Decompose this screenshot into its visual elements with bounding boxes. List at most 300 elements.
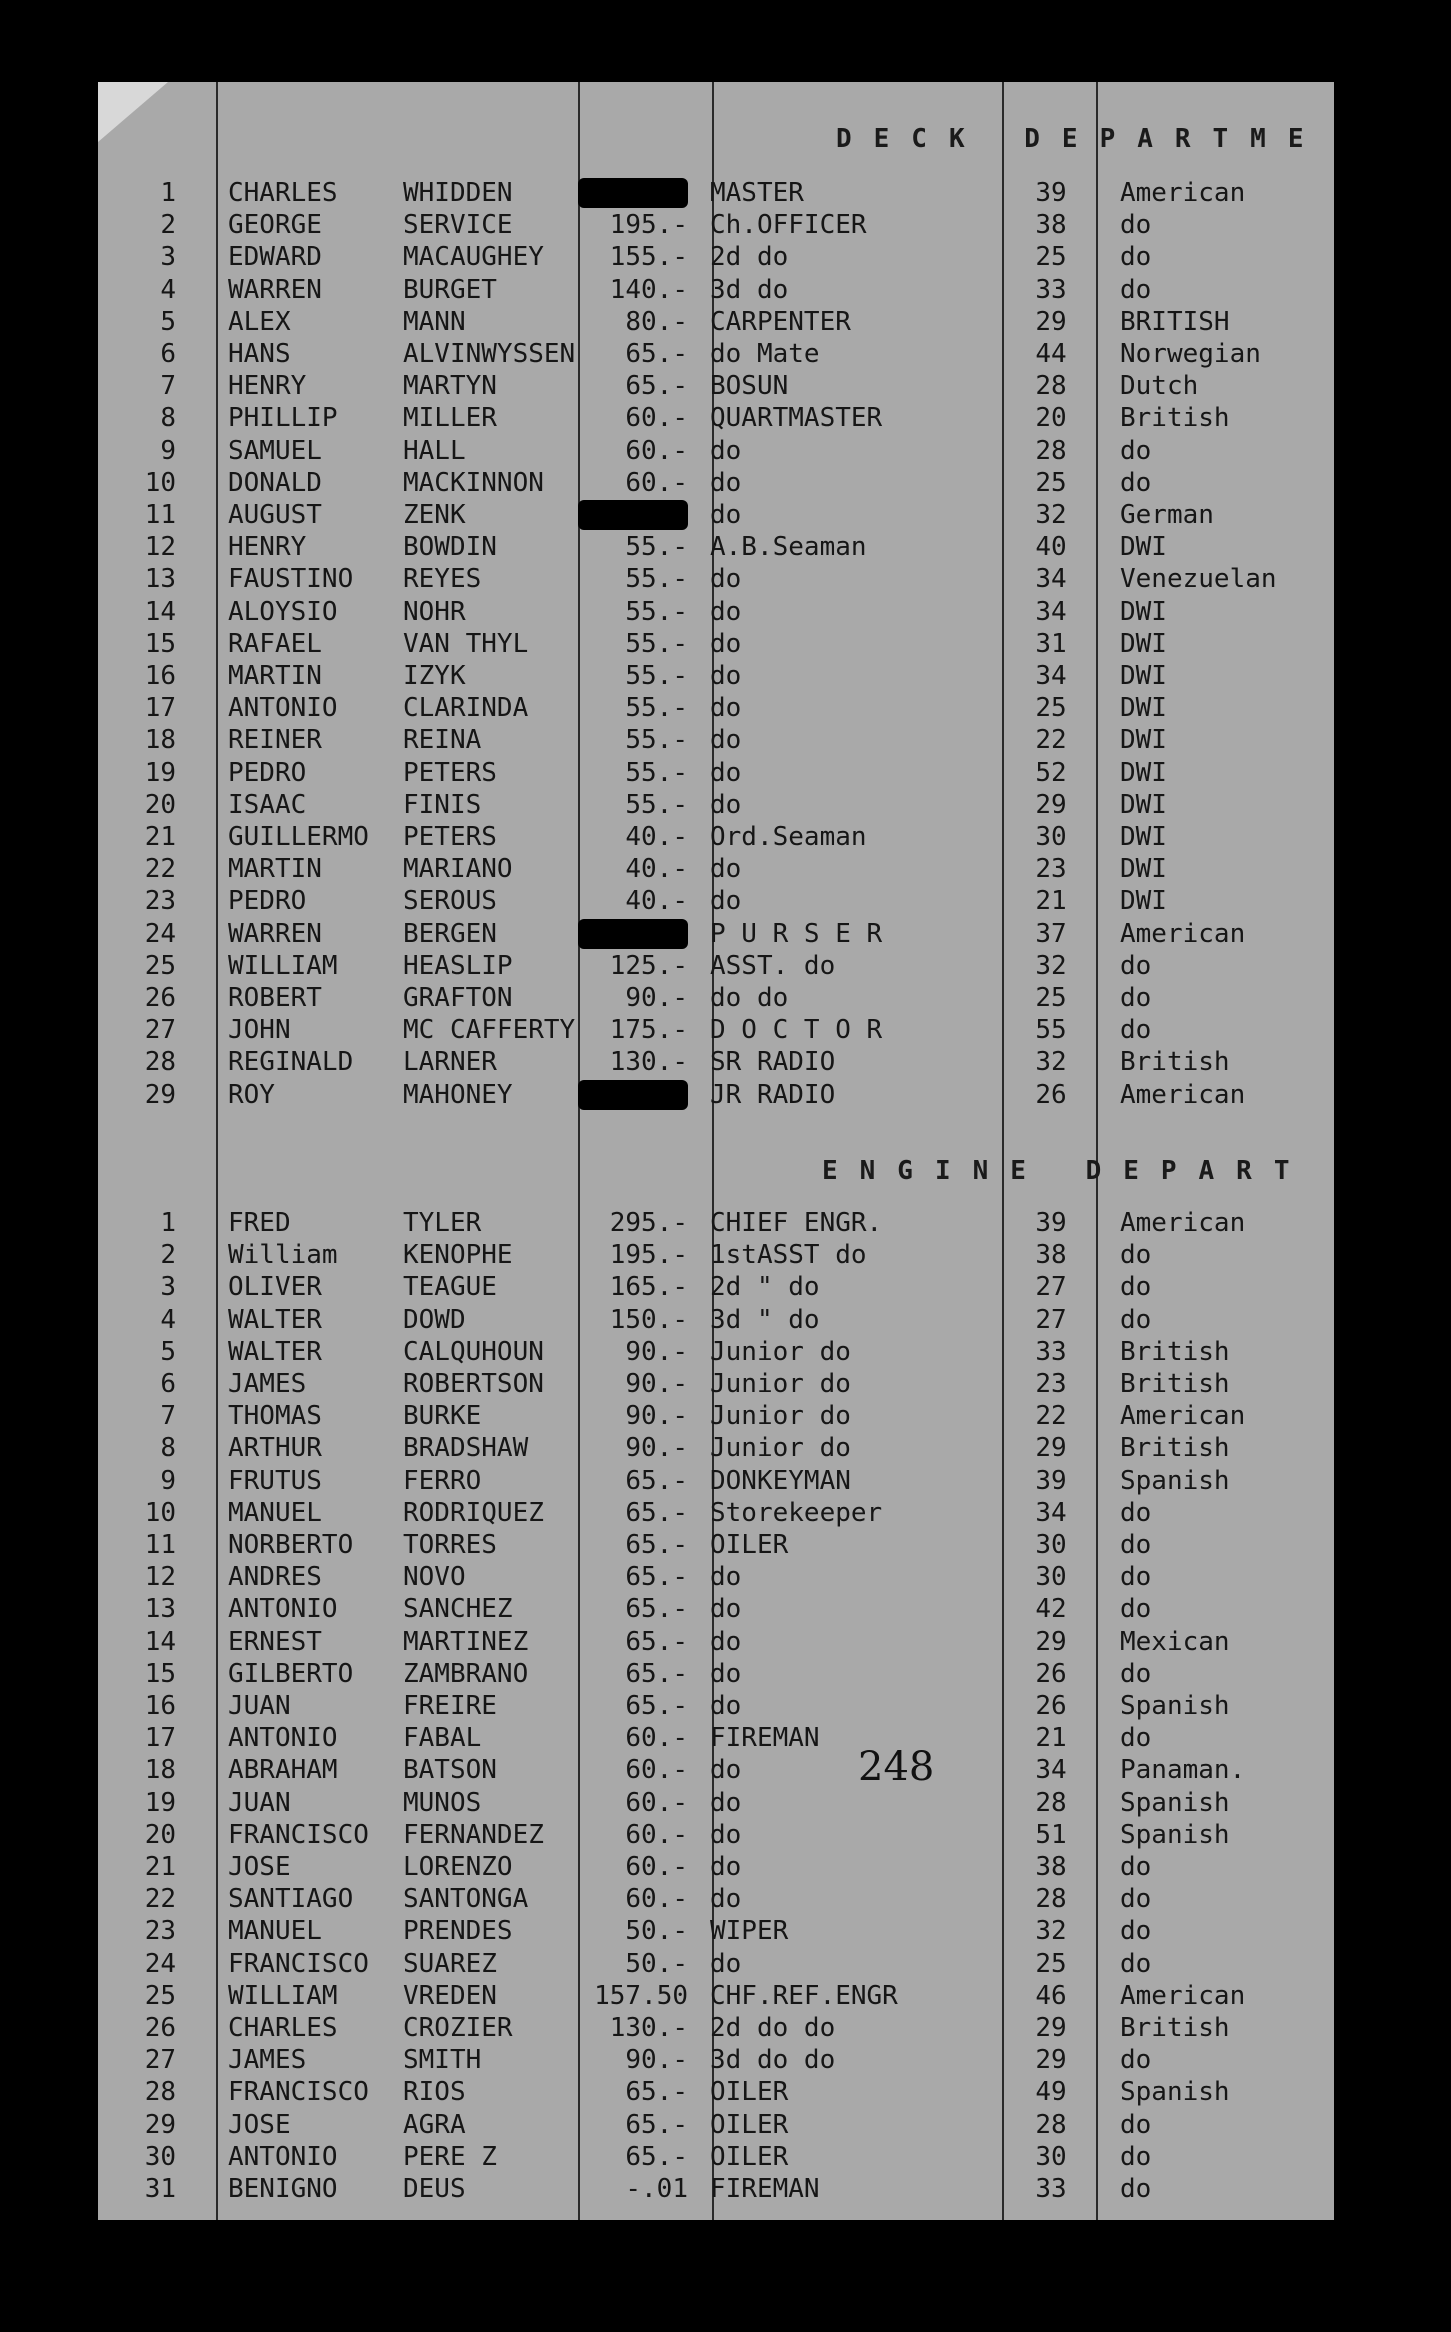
- nationality: do: [1120, 950, 1152, 981]
- table-row: [98, 1981, 1334, 2013]
- nationality: American: [1120, 1401, 1246, 1432]
- nationality: DWI: [1120, 661, 1167, 691]
- last-name: MACKINNON: [403, 467, 544, 498]
- rank: Junior do: [710, 1401, 851, 1432]
- first-name: MANUEL: [228, 1497, 322, 1528]
- table-row: [98, 307, 1334, 339]
- nationality: American: [1120, 1079, 1246, 1110]
- first-name: SANTIAGO: [228, 1884, 354, 1915]
- rank: 3d do do: [710, 2045, 836, 2076]
- nationality: DWI: [1120, 789, 1167, 820]
- last-name: MACAUGHEY: [403, 242, 544, 273]
- table-row: [98, 693, 1334, 725]
- age: 26: [1035, 1079, 1067, 1110]
- row-number: 14: [144, 596, 176, 627]
- last-name: BURGET: [403, 274, 497, 305]
- last-name: SMITH: [403, 2045, 482, 2076]
- rank: do: [710, 467, 742, 498]
- rank: BOSUN: [710, 371, 789, 402]
- first-name: JUAN: [228, 1691, 291, 1721]
- nationality: do: [1120, 1497, 1152, 1528]
- age: 28: [1035, 1884, 1067, 1915]
- first-name: FAUSTINO: [228, 564, 354, 595]
- rank: OILER: [710, 2109, 789, 2140]
- table-row: [98, 1820, 1334, 1852]
- nationality: American: [1120, 1208, 1246, 1238]
- nationality: do: [1120, 467, 1152, 498]
- table-row: [98, 1659, 1334, 1691]
- rank: FIREMAN: [710, 2174, 820, 2204]
- table-row: [98, 242, 1334, 274]
- wage: 55.-: [625, 789, 688, 820]
- table-row: [98, 725, 1334, 757]
- rank: do: [710, 1658, 742, 1689]
- first-name: REINER: [228, 725, 322, 756]
- age: 33: [1035, 2174, 1067, 2204]
- wage: -.01: [625, 2174, 688, 2204]
- table-row: [98, 1755, 1334, 1787]
- first-name: ALOYSIO: [228, 596, 338, 627]
- rank: A.B.Seaman: [710, 532, 867, 563]
- first-name: MARTIN: [228, 854, 322, 885]
- first-name: ROBERT: [228, 983, 322, 1013]
- last-name: SANCHEZ: [403, 1594, 513, 1625]
- table-row: [98, 1015, 1334, 1047]
- row-number: 9: [160, 1465, 176, 1496]
- last-name: MUNOS: [403, 1787, 482, 1818]
- age: 52: [1035, 757, 1067, 788]
- last-name: TYLER: [403, 1208, 482, 1238]
- table-row: [98, 1788, 1334, 1820]
- first-name: GILBERTO: [228, 1658, 354, 1689]
- row-number: 16: [144, 1691, 176, 1721]
- first-name: THOMAS: [228, 1401, 322, 1432]
- last-name: VAN THYL: [403, 628, 529, 659]
- row-number: 24: [144, 1948, 176, 1979]
- nationality: do: [1120, 274, 1152, 305]
- wage: 60.-: [625, 1723, 688, 1754]
- table-row: [98, 1240, 1334, 1272]
- rank: JR RADIO: [710, 1079, 836, 1110]
- row-number: 1: [160, 178, 176, 208]
- table-row: [98, 1208, 1334, 1240]
- wage: 175.-: [609, 1015, 688, 1046]
- first-name: William: [228, 1240, 338, 1271]
- wage: 65.-: [625, 1465, 688, 1496]
- wage: 140.-: [609, 274, 688, 305]
- rank: do Mate: [710, 339, 820, 369]
- nationality: do: [1120, 435, 1152, 466]
- rank: do: [710, 1819, 742, 1850]
- age: 39: [1035, 1465, 1067, 1496]
- page-number-stamp: 248: [858, 1744, 935, 1790]
- age: 49: [1035, 2077, 1067, 2108]
- first-name: ANDRES: [228, 1562, 322, 1593]
- table-row: [98, 1916, 1334, 1948]
- row-number: 23: [144, 886, 176, 917]
- rank: OILER: [710, 2077, 789, 2108]
- table-row: [98, 1530, 1334, 1562]
- age: 21: [1035, 1723, 1067, 1754]
- row-number: 4: [160, 274, 176, 305]
- wage: 60.-: [625, 1819, 688, 1850]
- wage: 195.-: [609, 210, 688, 241]
- age: 32: [1035, 1047, 1067, 1078]
- age: 34: [1035, 1497, 1067, 1528]
- rank: OILER: [710, 1530, 789, 1560]
- nationality: do: [1120, 1594, 1152, 1625]
- last-name: ALVINWYSSEN: [403, 339, 576, 369]
- nationality: DWI: [1120, 596, 1167, 627]
- rank: do: [710, 693, 742, 724]
- first-name: HENRY: [228, 532, 307, 563]
- rank: DONKEYMAN: [710, 1465, 851, 1496]
- nationality: Panaman.: [1120, 1755, 1246, 1786]
- rank: 3d " do: [710, 1304, 820, 1335]
- nationality: British: [1120, 2013, 1230, 2043]
- wage: 90.-: [625, 983, 688, 1013]
- first-name: ERNEST: [228, 1626, 322, 1657]
- age: 39: [1035, 178, 1067, 208]
- nationality: British: [1120, 1433, 1230, 1464]
- table-row: [98, 597, 1334, 629]
- nationality: DWI: [1120, 725, 1167, 756]
- age: 27: [1035, 1304, 1067, 1335]
- age: 26: [1035, 1658, 1067, 1689]
- row-number: 19: [144, 757, 176, 788]
- age: 29: [1035, 789, 1067, 820]
- first-name: FRUTUS: [228, 1465, 322, 1496]
- first-name: BENIGNO: [228, 2174, 338, 2204]
- rank: do: [710, 564, 742, 595]
- first-name: WILLIAM: [228, 1980, 338, 2011]
- first-name: ABRAHAM: [228, 1755, 338, 1786]
- nationality: do: [1120, 1948, 1152, 1979]
- nationality: do: [1120, 2141, 1152, 2172]
- table-row: [98, 2045, 1334, 2077]
- first-name: OLIVER: [228, 1272, 322, 1303]
- rank: 2d do do: [710, 2013, 836, 2043]
- row-number: 18: [144, 1755, 176, 1786]
- age: 38: [1035, 1852, 1067, 1882]
- wage: [578, 500, 688, 530]
- last-name: NOHR: [403, 596, 466, 627]
- wage: 60.-: [625, 467, 688, 498]
- rank: do: [710, 1594, 742, 1625]
- first-name: SAMUEL: [228, 435, 322, 466]
- wage: 155.-: [609, 242, 688, 273]
- last-name: MARTINEZ: [403, 1626, 529, 1657]
- last-name: SERVICE: [403, 210, 513, 241]
- nationality: do: [1120, 1916, 1152, 1947]
- first-name: JUAN: [228, 1787, 291, 1818]
- last-name: ZAMBRANO: [403, 1658, 529, 1689]
- wage: 65.-: [625, 2077, 688, 2108]
- last-name: AGRA: [403, 2109, 466, 2140]
- table-row: [98, 339, 1334, 371]
- table-row: [98, 1369, 1334, 1401]
- first-name: NORBERTO: [228, 1530, 354, 1560]
- rank: QUARTMASTER: [710, 403, 883, 434]
- age: 29: [1035, 2045, 1067, 2076]
- wage: 90.-: [625, 2045, 688, 2076]
- table-row: [98, 2142, 1334, 2174]
- row-number: 25: [144, 950, 176, 981]
- wage: 65.-: [625, 1691, 688, 1721]
- nationality: Venezuelan: [1120, 564, 1277, 595]
- last-name: DOWD: [403, 1304, 466, 1335]
- age: 34: [1035, 596, 1067, 627]
- first-name: WALTER: [228, 1304, 322, 1335]
- last-name: REYES: [403, 564, 482, 595]
- first-name: GUILLERMO: [228, 822, 369, 852]
- wage: 90.-: [625, 1401, 688, 1432]
- nationality: do: [1120, 1304, 1152, 1335]
- table-row: [98, 210, 1334, 242]
- table-row: [98, 468, 1334, 500]
- rank: D O C T O R: [710, 1015, 883, 1046]
- age: 37: [1035, 918, 1067, 949]
- first-name: CHARLES: [228, 178, 338, 208]
- rank: do: [710, 596, 742, 627]
- row-number: 31: [144, 2174, 176, 2204]
- last-name: MC CAFFERTY: [403, 1015, 576, 1046]
- rank: do: [710, 628, 742, 659]
- last-name: BOWDIN: [403, 532, 497, 563]
- row-number: 21: [144, 1852, 176, 1882]
- nationality: DWI: [1120, 822, 1167, 852]
- row-number: 10: [144, 1497, 176, 1528]
- age: 40: [1035, 532, 1067, 563]
- table-row: [98, 919, 1334, 951]
- wage: 65.-: [625, 1497, 688, 1528]
- row-number: 22: [144, 854, 176, 885]
- rank: Ch.OFFICER: [710, 210, 867, 241]
- row-number: 23: [144, 1916, 176, 1947]
- nationality: do: [1120, 1240, 1152, 1271]
- table-row: [98, 1433, 1334, 1465]
- last-name: CROZIER: [403, 2013, 513, 2043]
- wage: 295.-: [609, 1208, 688, 1238]
- last-name: IZYK: [403, 661, 466, 691]
- table-row: [98, 1272, 1334, 1304]
- last-name: GRAFTON: [403, 983, 513, 1013]
- nationality: British: [1120, 403, 1230, 434]
- rank: MASTER: [710, 178, 804, 208]
- last-name: RIOS: [403, 2077, 466, 2108]
- row-number: 1: [160, 1208, 176, 1238]
- row-number: 5: [160, 306, 176, 337]
- age: 29: [1035, 306, 1067, 337]
- rank: CHIEF ENGR.: [710, 1208, 883, 1238]
- wage: 125.-: [609, 950, 688, 981]
- last-name: KENOPHE: [403, 1240, 513, 1271]
- nationality: do: [1120, 1272, 1152, 1303]
- table-row: [98, 758, 1334, 790]
- row-number: 7: [160, 1401, 176, 1432]
- row-number: 29: [144, 1079, 176, 1110]
- age: 33: [1035, 1336, 1067, 1367]
- table-row: [98, 854, 1334, 886]
- age: 28: [1035, 2109, 1067, 2140]
- rank: Junior do: [710, 1336, 851, 1367]
- first-name: ISAAC: [228, 789, 307, 820]
- row-number: 9: [160, 435, 176, 466]
- table-row: [98, 951, 1334, 983]
- row-number: 24: [144, 918, 176, 949]
- table-row: [98, 1401, 1334, 1433]
- table-row: [98, 403, 1334, 435]
- row-number: 15: [144, 628, 176, 659]
- age: 25: [1035, 242, 1067, 273]
- first-name: WILLIAM: [228, 950, 338, 981]
- nationality: do: [1120, 1015, 1152, 1046]
- nationality: do: [1120, 2045, 1152, 2076]
- wage: 150.-: [609, 1304, 688, 1335]
- row-number: 2: [160, 210, 176, 241]
- last-name: FABAL: [403, 1723, 482, 1754]
- rank: do: [710, 1691, 742, 1721]
- first-name: CHARLES: [228, 2013, 338, 2043]
- wage: 60.-: [625, 1787, 688, 1818]
- rank: SR RADIO: [710, 1047, 836, 1078]
- nationality: BRITISH: [1120, 306, 1230, 337]
- wage: 65.-: [625, 1530, 688, 1560]
- row-number: 15: [144, 1658, 176, 1689]
- wage: 65.-: [625, 339, 688, 369]
- nationality: British: [1120, 1369, 1230, 1399]
- age: 38: [1035, 1240, 1067, 1271]
- nationality: do: [1120, 242, 1152, 273]
- row-number: 28: [144, 2077, 176, 2108]
- nationality: do: [1120, 2174, 1152, 2204]
- nationality: Dutch: [1120, 371, 1199, 402]
- nationality: do: [1120, 1562, 1152, 1593]
- rank: do: [710, 1852, 742, 1882]
- last-name: TORRES: [403, 1530, 497, 1560]
- age: 32: [1035, 1916, 1067, 1947]
- rank: do: [710, 661, 742, 691]
- wage: 55.-: [625, 757, 688, 788]
- nationality: DWI: [1120, 886, 1167, 917]
- table-row: [98, 822, 1334, 854]
- rank: do: [710, 435, 742, 466]
- last-name: ZENK: [403, 500, 466, 530]
- table-row: [98, 1562, 1334, 1594]
- rank: do do: [710, 983, 789, 1013]
- row-number: 25: [144, 1980, 176, 2011]
- nationality: do: [1120, 1723, 1152, 1754]
- nationality: do: [1120, 1530, 1152, 1560]
- row-number: 21: [144, 822, 176, 852]
- last-name: MARIANO: [403, 854, 513, 885]
- table-row: [98, 1594, 1334, 1626]
- age: 34: [1035, 1755, 1067, 1786]
- table-row: [98, 661, 1334, 693]
- table-row: [98, 790, 1334, 822]
- rank: 2d " do: [710, 1272, 820, 1303]
- nationality: American: [1120, 1980, 1246, 2011]
- wage: 55.-: [625, 532, 688, 563]
- first-name: FRANCISCO: [228, 2077, 369, 2108]
- first-name: WALTER: [228, 1336, 322, 1367]
- table-row: [98, 1047, 1334, 1079]
- nationality: do: [1120, 2109, 1152, 2140]
- last-name: MAHONEY: [403, 1079, 513, 1110]
- rank: Junior do: [710, 1433, 851, 1464]
- age: 23: [1035, 854, 1067, 885]
- table-row: [98, 1627, 1334, 1659]
- nationality: do: [1120, 983, 1152, 1013]
- rank: do: [710, 1948, 742, 1979]
- table-row: [98, 1884, 1334, 1916]
- row-number: 28: [144, 1047, 176, 1078]
- first-name: AUGUST: [228, 500, 322, 530]
- first-name: JOSE: [228, 2109, 291, 2140]
- wage: 157.50: [594, 1980, 688, 2011]
- age: 25: [1035, 983, 1067, 1013]
- wage: 80.-: [625, 306, 688, 337]
- wage: 40.-: [625, 822, 688, 852]
- rank: do: [710, 757, 742, 788]
- age: 39: [1035, 1208, 1067, 1238]
- last-name: HEASLIP: [403, 950, 513, 981]
- table-row: [98, 1466, 1334, 1498]
- last-name: BERGEN: [403, 918, 497, 949]
- row-number: 7: [160, 371, 176, 402]
- row-number: 11: [144, 500, 176, 530]
- rank: do: [710, 886, 742, 917]
- wage: 65.-: [625, 1626, 688, 1657]
- table-row: [98, 178, 1334, 210]
- rank: 3d do: [710, 274, 789, 305]
- row-number: 2: [160, 1240, 176, 1271]
- first-name: ROY: [228, 1079, 275, 1110]
- age: 26: [1035, 1691, 1067, 1721]
- first-name: REGINALD: [228, 1047, 354, 1078]
- age: 25: [1035, 467, 1067, 498]
- rank: do: [710, 854, 742, 885]
- wage: [578, 178, 688, 208]
- first-name: PHILLIP: [228, 403, 338, 434]
- wage: 40.-: [625, 886, 688, 917]
- first-name: MANUEL: [228, 1916, 322, 1947]
- last-name: BRADSHAW: [403, 1433, 529, 1464]
- row-number: 11: [144, 1530, 176, 1560]
- row-number: 5: [160, 1336, 176, 1367]
- table-row: [98, 886, 1334, 918]
- rank: ASST. do: [710, 950, 836, 981]
- engine-department-header: ENGINE DEPART: [822, 1156, 1312, 1186]
- nationality: British: [1120, 1336, 1230, 1367]
- rank: do: [710, 1562, 742, 1593]
- first-name: MARTIN: [228, 661, 322, 691]
- first-name: GEORGE: [228, 210, 322, 241]
- first-name: PEDRO: [228, 886, 307, 917]
- last-name: LORENZO: [403, 1852, 513, 1882]
- first-name: ANTONIO: [228, 693, 338, 724]
- wage: [578, 919, 688, 949]
- age: 42: [1035, 1594, 1067, 1625]
- wage: 65.-: [625, 1658, 688, 1689]
- first-name: HANS: [228, 339, 291, 369]
- rank: 1stASST do: [710, 1240, 867, 1271]
- row-number: 6: [160, 339, 176, 369]
- nationality: Spanish: [1120, 1465, 1230, 1496]
- nationality: Mexican: [1120, 1626, 1230, 1657]
- last-name: VREDEN: [403, 1980, 497, 2011]
- table-row: [98, 275, 1334, 307]
